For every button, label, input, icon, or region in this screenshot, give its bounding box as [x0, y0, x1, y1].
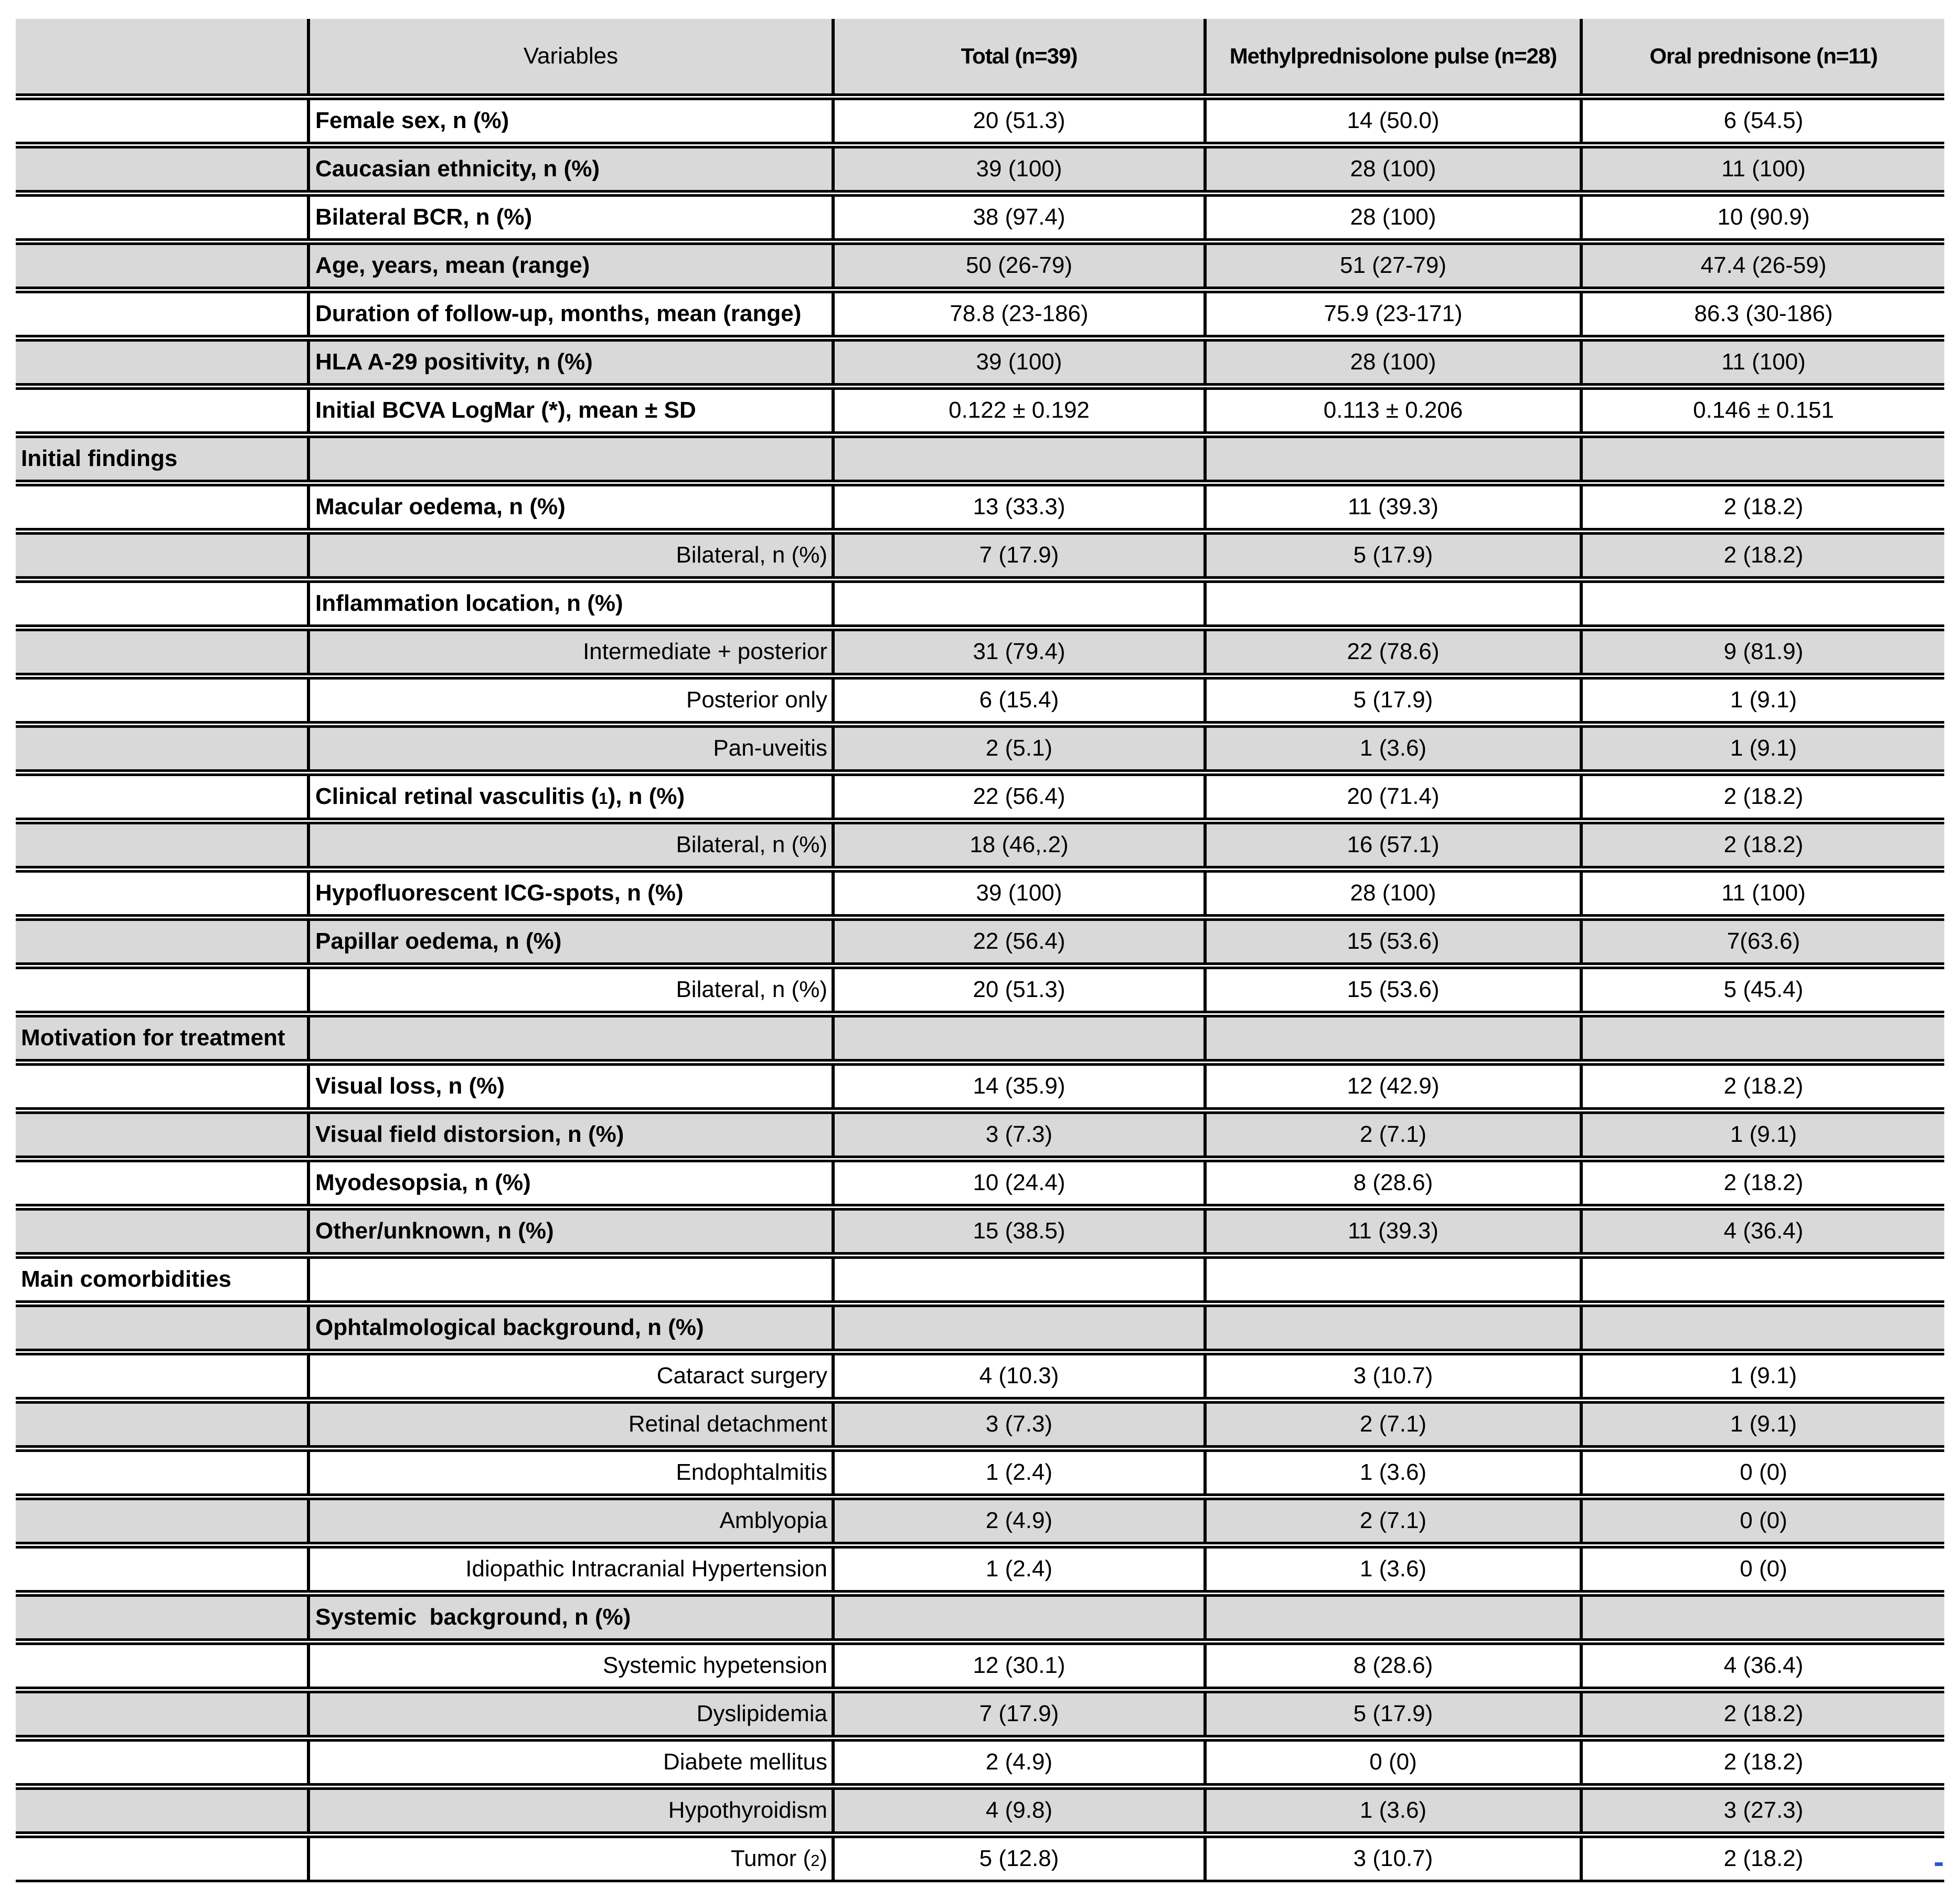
value-cell: 1 (9.1) [1580, 677, 1944, 724]
variable-cell: Visual field distorsion, n (%) [307, 1111, 832, 1158]
section-label-cell [16, 580, 307, 627]
value-cell: 16 (57.1) [1203, 822, 1580, 868]
table-row [16, 1787, 1944, 1834]
table-row [16, 580, 1944, 627]
value-cell: 4 (36.4) [1580, 1208, 1944, 1255]
variable-cell: Initial BCVA LogMar (*), mean ± SD [307, 387, 832, 434]
value-cell: 1 (9.1) [1580, 725, 1944, 772]
table-row [16, 242, 1944, 289]
value-cell: 11 (39.3) [1203, 484, 1580, 531]
table-row [16, 98, 1944, 144]
table-row [16, 194, 1944, 241]
variable-cell: Hypothyroidism [307, 1787, 832, 1834]
section-label-cell [16, 773, 307, 820]
variable-cell: Bilateral, n (%) [307, 532, 832, 579]
value-cell: 0 (0) [1203, 1739, 1580, 1786]
value-cell: 0 (0) [1580, 1449, 1944, 1496]
variable-cell [307, 1256, 832, 1303]
variable-cell: Dyslipidemia [307, 1691, 832, 1737]
table-row [16, 1111, 1944, 1158]
value-cell: 2 (7.1) [1203, 1401, 1580, 1448]
value-cell: 15 (53.6) [1203, 967, 1580, 1013]
value-cell [1580, 1305, 1944, 1351]
value-cell [832, 1015, 1203, 1062]
value-cell [832, 1594, 1203, 1641]
value-cell [832, 1305, 1203, 1351]
section-label-cell [16, 98, 307, 144]
value-cell: 1 (2.4) [832, 1546, 1203, 1593]
value-cell: 2 (18.2) [1580, 822, 1944, 868]
value-cell: 14 (35.9) [832, 1063, 1203, 1110]
value-cell: 2 (4.9) [832, 1498, 1203, 1544]
variable-cell: Hypofluorescent ICG-spots, n (%) [307, 870, 832, 917]
variable-cell: Systemic background, n (%) [307, 1594, 832, 1641]
value-cell: 39 (100) [832, 339, 1203, 386]
value-cell: 5 (17.9) [1203, 1691, 1580, 1737]
value-cell: 3 (7.3) [832, 1401, 1203, 1448]
value-cell [1580, 1256, 1944, 1303]
value-cell: 28 (100) [1203, 146, 1580, 193]
value-cell [1203, 1305, 1580, 1351]
variable-cell: Duration of follow-up, months, mean (range) [307, 291, 832, 337]
value-cell: 7 (17.9) [832, 532, 1203, 579]
value-cell: 2 (18.2) [1580, 1063, 1944, 1110]
variable-cell [307, 436, 832, 482]
table-row [16, 870, 1944, 917]
section-label-cell [16, 1642, 307, 1689]
variable-cell: Female sex, n (%) [307, 98, 832, 144]
header-section-cell [16, 19, 307, 96]
variable-label-part: Clinical retinal vasculitis ( [315, 783, 599, 810]
value-cell: 28 (100) [1203, 194, 1580, 241]
table-row [16, 1256, 1944, 1303]
section-label-cell [16, 387, 307, 434]
table-row [16, 1208, 1944, 1255]
value-cell [1580, 1594, 1944, 1641]
section-label-cell [16, 194, 307, 241]
section-label-cell [16, 1787, 307, 1834]
value-cell: 11 (100) [1580, 146, 1944, 193]
variable-cell [307, 1015, 832, 1062]
table-row [16, 1305, 1944, 1351]
table-row [16, 822, 1944, 868]
variable-cell: Diabete mellitus [307, 1739, 832, 1786]
value-cell: 5 (17.9) [1203, 532, 1580, 579]
value-cell: 2 (18.2) [1580, 532, 1944, 579]
variable-cell: Macular oedema, n (%) [307, 484, 832, 531]
table-row [16, 436, 1944, 482]
variable-cell: Inflammation location, n (%) [307, 580, 832, 627]
section-label-cell [16, 339, 307, 386]
value-cell: 3 (27.3) [1580, 1787, 1944, 1834]
value-cell: 22 (56.4) [832, 918, 1203, 965]
section-label-cell [16, 1836, 307, 1882]
variable-cell: Cataract surgery [307, 1353, 832, 1400]
table-row [16, 1063, 1944, 1110]
value-cell: 13 (33.3) [832, 484, 1203, 531]
table-row [16, 291, 1944, 337]
table-row [16, 1401, 1944, 1448]
header-total: Total (n=39) [832, 19, 1203, 96]
variable-cell [307, 1836, 832, 1882]
table-row [16, 1836, 1944, 1882]
value-cell [1580, 1015, 1944, 1062]
section-label-cell [16, 725, 307, 772]
section-label-cell [16, 1111, 307, 1158]
value-cell [832, 1256, 1203, 1303]
value-cell: 1 (9.1) [1580, 1401, 1944, 1448]
section-label-cell [16, 532, 307, 579]
table-row [16, 146, 1944, 193]
variable-cell: Ophtalmological background, n (%) [307, 1305, 832, 1351]
table-row [16, 1449, 1944, 1496]
value-cell: 3 (10.7) [1203, 1836, 1580, 1882]
value-cell: 1 (2.4) [832, 1449, 1203, 1496]
variable-cell: Myodesopsia, n (%) [307, 1160, 832, 1206]
value-cell: 0.146 ± 0.151 [1580, 387, 1944, 434]
header-methylprednisolone: Methylprednisolone pulse (n=28) [1203, 19, 1580, 96]
value-cell: 51 (27-79) [1203, 242, 1580, 289]
value-cell: 5 (12.8) [832, 1836, 1203, 1882]
value-cell [1203, 1256, 1580, 1303]
section-label-cell [16, 1594, 307, 1641]
value-cell: 15 (38.5) [832, 1208, 1203, 1255]
table-row [16, 629, 1944, 675]
value-cell: 11 (100) [1580, 339, 1944, 386]
value-cell: 5 (45.4) [1580, 967, 1944, 1013]
value-cell: 1 (3.6) [1203, 1449, 1580, 1496]
value-cell: 4 (36.4) [1580, 1642, 1944, 1689]
value-cell: 15 (53.6) [1203, 918, 1580, 965]
table-body [16, 98, 1944, 1882]
section-label-cell: Motivation for treatment [16, 1015, 307, 1062]
section-label-cell [16, 629, 307, 675]
table-row [16, 773, 1944, 820]
variable-cell: Systemic hypetension [307, 1642, 832, 1689]
table-row [16, 1642, 1944, 1689]
section-label-cell [16, 1208, 307, 1255]
footnote-marker: 1 [599, 789, 608, 808]
value-cell: 0.113 ± 0.206 [1203, 387, 1580, 434]
value-cell: 12 (42.9) [1203, 1063, 1580, 1110]
variable-cell: Posterior only [307, 677, 832, 724]
value-cell: 20 (51.3) [832, 967, 1203, 1013]
variable-cell: Retinal detachment [307, 1401, 832, 1448]
variable-cell: HLA A-29 positivity, n (%) [307, 339, 832, 386]
value-cell: 20 (51.3) [832, 98, 1203, 144]
value-cell: 2 (5.1) [832, 725, 1203, 772]
section-label-cell: Main comorbidities [16, 1256, 307, 1303]
table-row [16, 339, 1944, 386]
value-cell: 4 (10.3) [832, 1353, 1203, 1400]
value-cell [832, 436, 1203, 482]
header-row [16, 19, 1944, 96]
table-row [16, 967, 1944, 1013]
table-row [16, 1353, 1944, 1400]
section-label-cell [16, 1353, 307, 1400]
value-cell: 2 (18.2) [1580, 1691, 1944, 1737]
variable-cell: Other/unknown, n (%) [307, 1208, 832, 1255]
table-row [16, 484, 1944, 531]
section-label-cell [16, 870, 307, 917]
value-cell: 5 (17.9) [1203, 677, 1580, 724]
variable-cell: Endophtalmitis [307, 1449, 832, 1496]
value-cell: 1 (3.6) [1203, 725, 1580, 772]
value-cell [1580, 580, 1944, 627]
value-cell: 1 (9.1) [1580, 1353, 1944, 1400]
value-cell: 11 (100) [1580, 870, 1944, 917]
variable-cell: Bilateral BCR, n (%) [307, 194, 832, 241]
value-cell: 20 (71.4) [1203, 773, 1580, 820]
variable-label-part: Tumor ( [730, 1846, 811, 1872]
value-cell: 4 (9.8) [832, 1787, 1203, 1834]
section-label-cell [16, 1691, 307, 1737]
value-cell [1203, 436, 1580, 482]
table-row [16, 677, 1944, 724]
variable-cell: Bilateral, n (%) [307, 967, 832, 1013]
value-cell: 7(63.6) [1580, 918, 1944, 965]
variable-cell: Visual loss, n (%) [307, 1063, 832, 1110]
value-cell: 2 (18.2) [1580, 1160, 1944, 1206]
value-cell: 2 (7.1) [1203, 1498, 1580, 1544]
value-cell: 7 (17.9) [832, 1691, 1203, 1737]
section-label-cell [16, 146, 307, 193]
table-row [16, 387, 1944, 434]
variable-cell: Papillar oedema, n (%) [307, 918, 832, 965]
table-row [16, 532, 1944, 579]
value-cell: 14 (50.0) [1203, 98, 1580, 144]
section-label-cell [16, 1305, 307, 1351]
value-cell: 22 (78.6) [1203, 629, 1580, 675]
value-cell: 1 (3.6) [1203, 1787, 1580, 1834]
value-cell: 28 (100) [1203, 870, 1580, 917]
value-cell: 6 (15.4) [832, 677, 1203, 724]
table-row [16, 1739, 1944, 1786]
table-row [16, 1691, 1944, 1737]
blue-artifact-mark [1935, 1862, 1943, 1866]
value-cell: 6 (54.5) [1580, 98, 1944, 144]
value-cell: 38 (97.4) [832, 194, 1203, 241]
value-cell: 86.3 (30-186) [1580, 291, 1944, 337]
value-cell: 10 (24.4) [832, 1160, 1203, 1206]
header-oral-prednisone: Oral prednisone (n=11) [1580, 19, 1944, 96]
value-cell: 39 (100) [832, 146, 1203, 193]
section-label-cell [16, 242, 307, 289]
section-label-cell [16, 918, 307, 965]
table-row [16, 918, 1944, 965]
variable-cell: Idiopathic Intracranial Hypertension [307, 1546, 832, 1593]
variable-label-part: ) [819, 1846, 827, 1872]
section-label-cell [16, 1063, 307, 1110]
value-cell: 78.8 (23-186) [832, 291, 1203, 337]
value-cell: 11 (39.3) [1203, 1208, 1580, 1255]
value-cell: 3 (10.7) [1203, 1353, 1580, 1400]
value-cell: 10 (90.9) [1580, 194, 1944, 241]
variable-cell: Pan-uveitis [307, 725, 832, 772]
value-cell [1203, 1015, 1580, 1062]
value-cell: 18 (46,.2) [832, 822, 1203, 868]
value-cell: 12 (30.1) [832, 1642, 1203, 1689]
value-cell: 2 (18.2) [1580, 773, 1944, 820]
value-cell: 8 (28.6) [1203, 1642, 1580, 1689]
value-cell [1203, 1594, 1580, 1641]
section-label-cell [16, 291, 307, 337]
characteristics-table [16, 17, 1944, 1884]
table-row [16, 725, 1944, 772]
value-cell: 3 (7.3) [832, 1111, 1203, 1158]
section-label-cell [16, 822, 307, 868]
section-label-cell [16, 1546, 307, 1593]
table-row [16, 1546, 1944, 1593]
value-cell: 2 (18.2) [1580, 484, 1944, 531]
table-row [16, 1015, 1944, 1062]
value-cell: 2 (7.1) [1203, 1111, 1580, 1158]
variable-cell: Bilateral, n (%) [307, 822, 832, 868]
section-label-cell [16, 677, 307, 724]
variable-cell: Intermediate + posterior [307, 629, 832, 675]
section-label-cell [16, 1401, 307, 1448]
variable-cell [307, 773, 832, 820]
variable-cell: Caucasian ethnicity, n (%) [307, 146, 832, 193]
section-label-cell: Initial findings [16, 436, 307, 482]
value-cell: 28 (100) [1203, 339, 1580, 386]
value-cell [832, 580, 1203, 627]
section-label-cell [16, 484, 307, 531]
value-cell: 50 (26-79) [832, 242, 1203, 289]
value-cell: 22 (56.4) [832, 773, 1203, 820]
section-label-cell [16, 1160, 307, 1206]
table-row [16, 1498, 1944, 1544]
header-variables: Variables [307, 19, 832, 96]
value-cell: 2 (4.9) [832, 1739, 1203, 1786]
value-cell: 8 (28.6) [1203, 1160, 1580, 1206]
value-cell: 75.9 (23-171) [1203, 291, 1580, 337]
value-cell: 1 (9.1) [1580, 1111, 1944, 1158]
variable-label-part: ), n (%) [608, 783, 685, 810]
value-cell [1203, 580, 1580, 627]
section-label-cell [16, 1498, 307, 1544]
table-row [16, 1160, 1944, 1206]
value-cell: 0 (0) [1580, 1498, 1944, 1544]
value-cell: 9 (81.9) [1580, 629, 1944, 675]
value-cell [1580, 436, 1944, 482]
value-cell: 0 (0) [1580, 1546, 1944, 1593]
value-cell: 47.4 (26-59) [1580, 242, 1944, 289]
value-cell: 39 (100) [832, 870, 1203, 917]
variable-cell: Amblyopia [307, 1498, 832, 1544]
section-label-cell [16, 967, 307, 1013]
table-row [16, 1594, 1944, 1641]
value-cell: 2 (18.2) [1580, 1739, 1944, 1786]
value-cell: 0.122 ± 0.192 [832, 387, 1203, 434]
footnote-marker: 2 [811, 1851, 820, 1870]
section-label-cell [16, 1449, 307, 1496]
value-cell: 2 (18.2) [1580, 1836, 1944, 1882]
value-cell: 1 (3.6) [1203, 1546, 1580, 1593]
section-label-cell [16, 1739, 307, 1786]
value-cell: 31 (79.4) [832, 629, 1203, 675]
variable-cell: Age, years, mean (range) [307, 242, 832, 289]
